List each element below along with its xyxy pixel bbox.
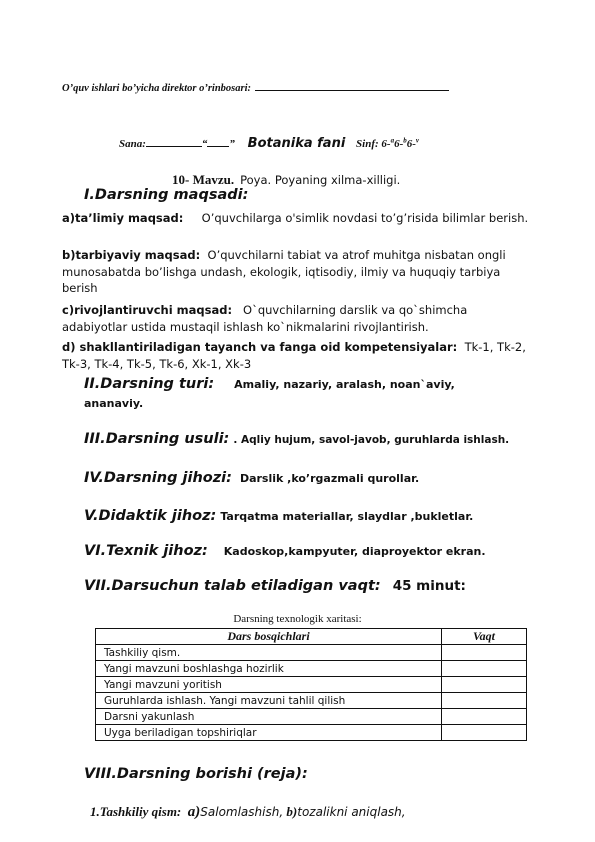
goal-upbringing-label: b)tarbiyaviy maqsad: — [62, 248, 201, 262]
date-label: Sana: — [119, 138, 146, 150]
table-row — [96, 645, 527, 661]
lesson-type — [84, 375, 504, 413]
goal-upbringing — [62, 247, 532, 297]
plan-item-1-a-text: Salomlashish, — [200, 805, 284, 819]
director-label: O’quv ishlari bo’yicha direktor o’rinbosari: — [62, 83, 252, 94]
day-blank — [207, 137, 229, 147]
table-header-row — [96, 629, 527, 645]
stage-cell: Guruhlarda ishlash. Yangi mavzuni tahlil qilish — [96, 693, 442, 709]
quote-open: “ — [201, 138, 208, 150]
lesson-didactic-title: V.Didaktik jihoz: — [84, 508, 217, 524]
lesson-time — [84, 577, 466, 595]
col-time-header: Vaqt — [442, 629, 527, 645]
goal-competence — [62, 339, 536, 372]
lesson-topic — [172, 172, 400, 188]
subject-name: Botanika fani — [247, 136, 346, 151]
goals-title: I.Darsning maqsadi: — [84, 187, 249, 203]
signature-blank — [255, 80, 449, 91]
plan-item-1 — [90, 804, 406, 821]
plan-item-1-a: a) — [187, 804, 201, 820]
tech-map-table — [95, 628, 527, 741]
lesson-equipment — [84, 469, 419, 487]
stage-cell: Yangi mavzuni boshlashga hozirlik — [96, 661, 442, 677]
goal-competence-label: d) shakllantiriladigan tayanch va fanga oid kompetensiyalar: — [62, 340, 458, 354]
goal-developing-text: O`quvchilarning darslik va qo`shimcha adabiyotlar ustida mustaqil ishlash ko`nikmalarini rivojlantirish. — [62, 303, 468, 334]
goal-educational-label: a)ta’limiy maqsad: — [62, 211, 184, 225]
lesson-didactic-value: Tarqatma materiallar, slaydlar ,bukletlar. — [220, 510, 474, 523]
table-row — [96, 661, 527, 677]
lesson-didactic — [84, 507, 473, 525]
lesson-technical-value: Kadoskop,kampyuter, diaproyektor ekran. — [223, 545, 486, 558]
stage-cell: Darsni yakunlash — [96, 709, 442, 725]
date-subject-line — [119, 136, 419, 151]
plan-item-1-b: b) — [286, 804, 298, 819]
table-row — [96, 693, 527, 709]
director-line — [62, 80, 449, 94]
topic-text: Poya. Poyaning xilma-xilligi. — [240, 173, 401, 187]
plan-title: VIII.Darsning borishi (reja): — [84, 766, 308, 782]
time-cell — [442, 645, 527, 661]
lesson-technical — [84, 542, 486, 560]
plan-item-1-label: 1.Tashkiliy qism: — [90, 804, 182, 819]
stage-cell: Uyga beriladigan topshiriqlar — [96, 725, 442, 741]
lesson-method — [84, 430, 509, 448]
stage-cell: Yangi mavzuni yoritish — [96, 677, 442, 693]
date-blank — [146, 137, 202, 147]
lesson-technical-title: VI.Texnik jihoz: — [84, 543, 208, 559]
lesson-type-title: II.Darsning turi: — [84, 376, 215, 392]
goal-upbringing-text: O’quvchilarni tabiat va atrof muhitga nisbatan ongli munosabatda bo’lishga undash, ekologik, iqtisodiy, ilmiy va huquqiy tarbiya berish — [62, 248, 506, 295]
lesson-time-value: 45 minut: — [392, 578, 466, 594]
goal-developing-label: c)rivojlantiruvchi maqsad: — [62, 303, 233, 317]
plan-item-1-b-text: tozalikni aniqlash, — [297, 805, 406, 819]
table-row — [96, 709, 527, 725]
goal-educational — [62, 210, 532, 227]
topic-label: 10- Mavzu. — [172, 172, 235, 187]
table-row — [96, 677, 527, 693]
lesson-type-value: Amaliy, nazariy, aralash, noan`aviy, ananaviy. — [84, 378, 455, 410]
goal-developing — [62, 302, 532, 335]
goal-competence-text: Tk-1, Tk-2, Tk-3, Tk-4, Tk-5, Tk-6, Xk-1, Xk-3 — [62, 340, 526, 371]
time-cell — [442, 677, 527, 693]
time-cell — [442, 693, 527, 709]
col-stages-header: Dars bosqichlari — [96, 629, 442, 645]
class-info: Sinf: 6-$^a$6-$^b$6-$^v$ — [356, 136, 420, 150]
lesson-time-title: VII.Darsuchun talab etiladigan vaqt: — [84, 578, 381, 594]
table-row — [96, 725, 527, 741]
lesson-equipment-value: Darslik ,ko’rgazmali qurollar. — [239, 472, 420, 485]
stage-cell: Tashkiliy qism. — [96, 645, 442, 661]
lesson-method-title: III.Darsning usuli: — [84, 431, 230, 447]
lesson-method-value: . Aqliy hujum, savol-javob, guruhlarda ishlash. — [233, 434, 510, 446]
goal-educational-text: O’quvchilarga o'simlik novdasi to’g’risida bilimlar berish. — [201, 211, 529, 225]
lesson-equipment-title: IV.Darsning jihozi: — [84, 470, 232, 486]
quote-close: ” — [229, 138, 235, 150]
time-cell — [442, 709, 527, 725]
time-cell — [442, 661, 527, 677]
time-cell — [442, 725, 527, 741]
tech-map-caption: Darsning texnologik xaritasi: — [233, 613, 362, 625]
